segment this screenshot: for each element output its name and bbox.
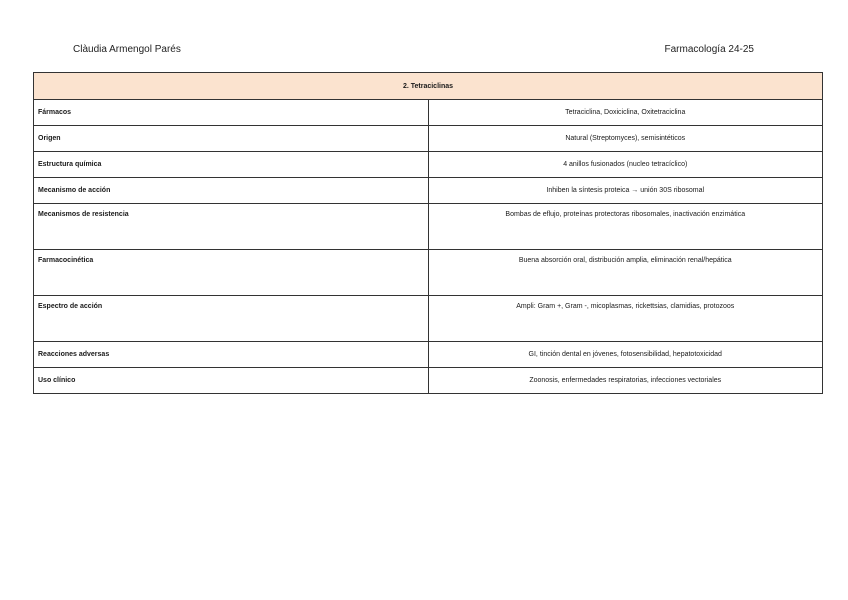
row-value-espectro: Ampli: Gram +, Gram -, micoplasmas, rickettsias, clamidias, protozoos xyxy=(428,296,823,342)
table-title: 2. Tetraciclinas xyxy=(34,73,823,100)
table-row xyxy=(34,368,823,394)
table-row xyxy=(34,100,823,126)
row-value-farmacos: Tetraciclina, Doxiciclina, Oxitetraciclina xyxy=(428,100,823,126)
table-title-row xyxy=(34,73,823,100)
author-name: Clàudia Armengol Parés xyxy=(73,44,181,55)
row-label-estructura: Estructura química xyxy=(34,152,429,178)
table-row xyxy=(34,250,823,296)
row-label-reacciones: Reacciones adversas xyxy=(34,342,429,368)
tetraciclinas-table xyxy=(33,72,823,394)
table-row xyxy=(34,342,823,368)
table-row xyxy=(34,296,823,342)
table-row xyxy=(34,178,823,204)
row-value-mecanismo: Inhiben la síntesis proteica → unión 30S ribosomal xyxy=(428,178,823,204)
table-row xyxy=(34,126,823,152)
row-label-mecanismo: Mecanismo de acción xyxy=(34,178,429,204)
row-value-farmacocinetica: Buena absorción oral, distribución amplia, eliminación renal/hepática xyxy=(428,250,823,296)
row-value-estructura: 4 anillos fusionados (nucleo tetracíclico) xyxy=(428,152,823,178)
row-label-farmacos: Fármacos xyxy=(34,100,429,126)
row-value-origen: Natural (Streptomyces), semisintéticos xyxy=(428,126,823,152)
row-label-resistencia: Mecanismos de resistencia xyxy=(34,204,429,250)
row-value-resistencia: Bombas de eflujo, proteínas protectoras ribosomales, inactivación enzimática xyxy=(428,204,823,250)
row-value-uso: Zoonosis, enfermedades respiratorias, infecciones vectoriales xyxy=(428,368,823,394)
table-row xyxy=(34,204,823,250)
row-label-origen: Origen xyxy=(34,126,429,152)
row-value-reacciones: GI, tinción dental en jóvenes, fotosensibilidad, hepatotoxicidad xyxy=(428,342,823,368)
row-label-uso: Uso clínico xyxy=(34,368,429,394)
course-title: Farmacología 24-25 xyxy=(664,44,754,55)
row-label-farmacocinetica: Farmacocinética xyxy=(34,250,429,296)
table-row xyxy=(34,152,823,178)
row-label-espectro: Espectro de acción xyxy=(34,296,429,342)
